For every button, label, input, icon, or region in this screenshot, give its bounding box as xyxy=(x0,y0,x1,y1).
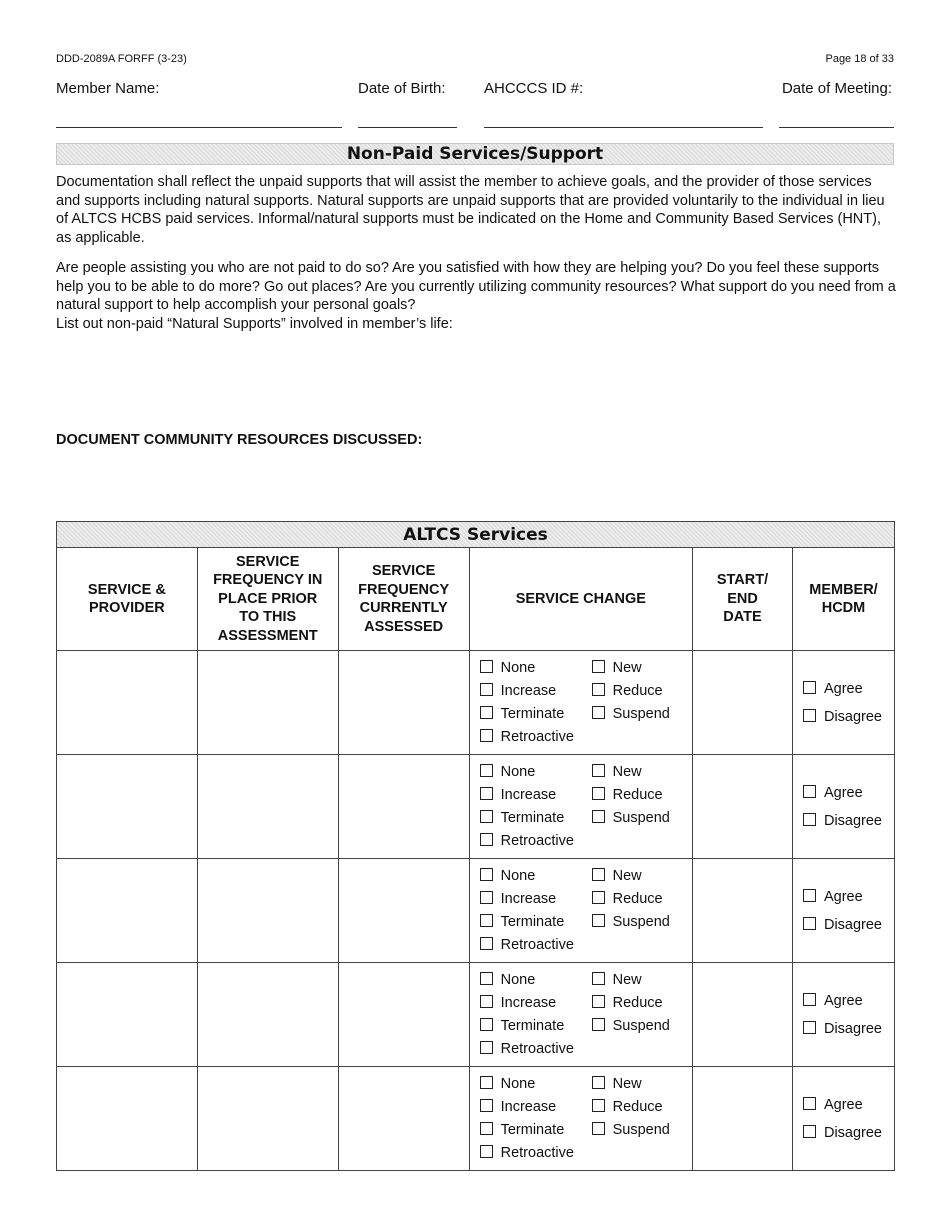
col-frequency-prior: SERVICE FREQUENCY IN PLACE PRIOR TO THIS ASSESSMENT xyxy=(197,548,338,651)
checkbox-icon[interactable] xyxy=(480,995,493,1008)
section-title-nonpaid: Non-Paid Services/Support xyxy=(56,143,894,165)
table-row xyxy=(57,1067,895,1171)
retroactive-option[interactable]: Retroactive xyxy=(480,833,574,849)
checkbox-icon[interactable] xyxy=(592,683,605,696)
service-change-cell xyxy=(469,1067,692,1171)
terminate-option[interactable]: Terminate xyxy=(480,810,565,826)
increase-option[interactable]: Increase xyxy=(480,995,557,1011)
service-change-cell xyxy=(469,963,692,1067)
table-row xyxy=(57,963,895,1067)
new-option[interactable]: New xyxy=(592,868,642,884)
checkbox-icon[interactable] xyxy=(592,995,605,1008)
service-change-cell xyxy=(469,651,692,755)
checkbox-icon[interactable] xyxy=(480,1145,493,1158)
checkbox-icon[interactable] xyxy=(480,729,493,742)
checkbox-icon[interactable] xyxy=(592,1018,605,1031)
new-option[interactable]: New xyxy=(592,764,642,780)
disagree-option[interactable]: Disagree xyxy=(803,917,882,933)
checkbox-icon[interactable] xyxy=(803,917,816,930)
meeting-date-label: Date of Meeting: xyxy=(781,80,892,97)
member-hcdm-cell xyxy=(792,651,894,755)
altcs-services-table xyxy=(56,521,895,1171)
ahcccs-id-label: AHCCCS ID #: xyxy=(484,80,584,97)
suspend-option[interactable]: Suspend xyxy=(592,706,670,722)
reduce-option[interactable]: Reduce xyxy=(592,891,663,907)
checkbox-icon[interactable] xyxy=(592,810,605,823)
table-row xyxy=(57,755,895,859)
start-end-date-cell[interactable] xyxy=(693,651,793,755)
frequency-prior-cell[interactable] xyxy=(197,1067,338,1171)
reduce-option[interactable]: Reduce xyxy=(592,1099,663,1115)
page-number: Page 18 of 33 xyxy=(825,53,894,65)
natural-supports-prompt: List out non-paid “Natural Supports” involved in member’s life: xyxy=(56,316,453,332)
checkbox-icon[interactable] xyxy=(480,1018,493,1031)
checkbox-icon[interactable] xyxy=(480,810,493,823)
checkbox-icon[interactable] xyxy=(803,681,816,694)
checkbox-icon[interactable] xyxy=(803,1097,816,1110)
start-end-date-cell[interactable] xyxy=(693,1067,793,1171)
reduce-option[interactable]: Reduce xyxy=(592,683,663,699)
new-option[interactable]: New xyxy=(592,660,642,676)
member-hcdm-cell xyxy=(792,963,894,1067)
checkbox-icon[interactable] xyxy=(480,764,493,777)
terminate-option[interactable]: Terminate xyxy=(480,914,565,930)
questions-paragraph: Are people assisting you who are not paid to do so? Are you satisfied with how they are helping you? Do you feel these supports help you to be able to do more? Go out places? Are you currently utilizing community resources? What support do you need from a natural support to help accomplish your personal goals? xyxy=(56,260,896,313)
checkbox-icon[interactable] xyxy=(592,764,605,777)
increase-option[interactable]: Increase xyxy=(480,683,557,699)
table-title: ALTCS Services xyxy=(57,522,895,548)
suspend-option[interactable]: Suspend xyxy=(592,914,670,930)
checkbox-icon[interactable] xyxy=(480,914,493,927)
reduce-option[interactable]: Reduce xyxy=(592,995,663,1011)
new-option[interactable]: New xyxy=(592,1076,642,1092)
terminate-option[interactable]: Terminate xyxy=(480,1018,565,1034)
agree-option[interactable]: Agree xyxy=(803,681,863,697)
frequency-prior-cell[interactable] xyxy=(197,651,338,755)
agree-option[interactable]: Agree xyxy=(803,889,863,905)
checkbox-icon[interactable] xyxy=(592,972,605,985)
member-name-field[interactable] xyxy=(56,127,342,128)
dob-label: Date of Birth: xyxy=(358,80,446,97)
suspend-option[interactable]: Suspend xyxy=(592,810,670,826)
increase-option[interactable]: Increase xyxy=(480,787,557,803)
checkbox-icon[interactable] xyxy=(592,868,605,881)
retroactive-option[interactable]: Retroactive xyxy=(480,1041,574,1057)
frequency-current-cell[interactable] xyxy=(338,1067,469,1171)
col-service-change: SERVICE CHANGE xyxy=(469,548,692,651)
start-end-date-cell[interactable] xyxy=(693,963,793,1067)
none-option[interactable]: None xyxy=(480,972,536,988)
checkbox-icon[interactable] xyxy=(480,787,493,800)
frequency-prior-cell[interactable] xyxy=(197,859,338,963)
col-frequency-current: SERVICE FREQUENCY CURRENTLY ASSESSED xyxy=(338,548,469,651)
member-hcdm-cell xyxy=(792,755,894,859)
checkbox-icon[interactable] xyxy=(803,889,816,902)
checkbox-icon[interactable] xyxy=(803,1021,816,1034)
retroactive-option[interactable]: Retroactive xyxy=(480,729,574,745)
checkbox-icon[interactable] xyxy=(480,937,493,950)
terminate-option[interactable]: Terminate xyxy=(480,706,565,722)
checkbox-icon[interactable] xyxy=(592,706,605,719)
checkbox-icon[interactable] xyxy=(592,891,605,904)
documentation-paragraph: Documentation shall reflect the unpaid supports that will assist the member to achieve goals, and the provider of those services and supports including natural supports. Natural supports are unpaid supports that are provided voluntarily to the individual in lieu of ALTCS HCBS paid services. Informal/natural supports must be indicated on the Home and Community Based Services (HNT), as applicable. xyxy=(56,174,885,246)
agree-option[interactable]: Agree xyxy=(803,1097,863,1113)
checkbox-icon[interactable] xyxy=(480,706,493,719)
checkbox-icon[interactable] xyxy=(803,813,816,826)
increase-option[interactable]: Increase xyxy=(480,1099,557,1115)
checkbox-icon[interactable] xyxy=(480,683,493,696)
checkbox-icon[interactable] xyxy=(480,660,493,673)
retroactive-option[interactable]: Retroactive xyxy=(480,1145,574,1161)
none-option[interactable]: None xyxy=(480,868,536,884)
service-provider-cell[interactable] xyxy=(57,859,198,963)
service-change-cell xyxy=(469,859,692,963)
checkbox-icon[interactable] xyxy=(803,1125,816,1138)
none-option[interactable]: None xyxy=(480,764,536,780)
checkbox-icon[interactable] xyxy=(592,1122,605,1135)
checkbox-icon[interactable] xyxy=(592,660,605,673)
none-option[interactable]: None xyxy=(480,1076,536,1092)
start-end-date-cell[interactable] xyxy=(693,859,793,963)
checkbox-icon[interactable] xyxy=(480,1122,493,1135)
new-option[interactable]: New xyxy=(592,972,642,988)
checkbox-icon[interactable] xyxy=(803,993,816,1006)
agree-option[interactable]: Agree xyxy=(803,785,863,801)
frequency-current-cell[interactable] xyxy=(338,963,469,1067)
service-provider-cell[interactable] xyxy=(57,1067,198,1171)
member-hcdm-cell xyxy=(792,1067,894,1171)
dob-field[interactable] xyxy=(358,127,457,128)
checkbox-icon[interactable] xyxy=(803,709,816,722)
service-change-cell xyxy=(469,755,692,859)
start-end-date-cell[interactable] xyxy=(693,755,793,859)
service-provider-cell[interactable] xyxy=(57,963,198,1067)
col-member-hcdm: MEMBER/ HCDM xyxy=(792,548,894,651)
checkbox-icon[interactable] xyxy=(480,1041,493,1054)
checkbox-icon[interactable] xyxy=(480,1099,493,1112)
agree-option[interactable]: Agree xyxy=(803,993,863,1009)
meeting-date-field[interactable] xyxy=(779,127,894,128)
frequency-prior-cell[interactable] xyxy=(197,755,338,859)
service-provider-cell[interactable] xyxy=(57,755,198,859)
suspend-option[interactable]: Suspend xyxy=(592,1018,670,1034)
frequency-current-cell[interactable] xyxy=(338,755,469,859)
terminate-option[interactable]: Terminate xyxy=(480,1122,565,1138)
disagree-option[interactable]: Disagree xyxy=(803,1125,882,1141)
checkbox-icon[interactable] xyxy=(480,1076,493,1089)
table-row xyxy=(57,651,895,755)
checkbox-icon[interactable] xyxy=(480,972,493,985)
checkbox-icon[interactable] xyxy=(480,833,493,846)
suspend-option[interactable]: Suspend xyxy=(592,1122,670,1138)
none-option[interactable]: None xyxy=(480,660,536,676)
frequency-current-cell[interactable] xyxy=(338,859,469,963)
checkbox-icon[interactable] xyxy=(592,787,605,800)
reduce-option[interactable]: Reduce xyxy=(592,787,663,803)
community-resources-heading: DOCUMENT COMMUNITY RESOURCES DISCUSSED: xyxy=(56,432,423,448)
member-hcdm-cell xyxy=(792,859,894,963)
table-row xyxy=(57,859,895,963)
checkbox-icon[interactable] xyxy=(480,868,493,881)
form-id: DDD-2089A FORFF (3-23) xyxy=(56,53,187,65)
retroactive-option[interactable]: Retroactive xyxy=(480,937,574,953)
checkbox-icon[interactable] xyxy=(480,891,493,904)
frequency-prior-cell[interactable] xyxy=(197,963,338,1067)
increase-option[interactable]: Increase xyxy=(480,891,557,907)
checkbox-icon[interactable] xyxy=(592,914,605,927)
ahcccs-id-field[interactable] xyxy=(484,127,763,128)
disagree-option[interactable]: Disagree xyxy=(803,709,882,725)
disagree-option[interactable]: Disagree xyxy=(803,1021,882,1037)
member-name-label: Member Name: xyxy=(56,80,160,97)
checkbox-icon[interactable] xyxy=(803,785,816,798)
col-start-end-date: START/ END DATE xyxy=(693,548,793,651)
frequency-current-cell[interactable] xyxy=(338,651,469,755)
checkbox-icon[interactable] xyxy=(592,1076,605,1089)
col-service-provider: SERVICE & PROVIDER xyxy=(57,548,198,651)
checkbox-icon[interactable] xyxy=(592,1099,605,1112)
disagree-option[interactable]: Disagree xyxy=(803,813,882,829)
service-provider-cell[interactable] xyxy=(57,651,198,755)
